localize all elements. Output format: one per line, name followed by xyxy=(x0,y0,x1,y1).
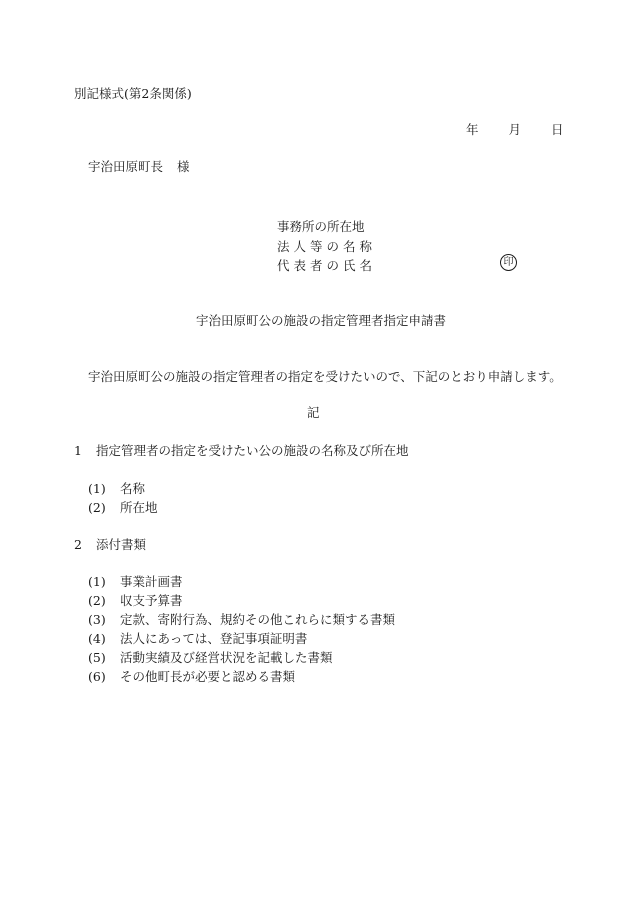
representative-name-label: 代表者の氏名 xyxy=(277,258,377,273)
section-2-list xyxy=(88,572,395,686)
item-text: 法人にあっては、登記事項証明書 xyxy=(120,631,308,646)
item-number: (1) xyxy=(88,481,106,496)
list-item xyxy=(88,648,395,667)
ki-heading: 記 xyxy=(307,405,320,420)
addressee-name: 宇治田原町長 xyxy=(88,159,164,174)
item-text: 収支予算書 xyxy=(120,593,183,608)
item-text: 名称 xyxy=(120,481,146,496)
section-1-heading xyxy=(74,443,409,459)
section-2-number: 2 xyxy=(74,537,82,552)
section-2-heading xyxy=(74,537,146,553)
form-label: 別記様式(第2条関係) xyxy=(74,86,192,101)
corporation-name-label: 法人等の名称 xyxy=(277,238,377,254)
item-number: (3) xyxy=(88,612,106,627)
date-line xyxy=(466,122,564,138)
application-statement: 宇治田原町公の施設の指定管理者の指定を受けたいので、下記のとおり申請します。 xyxy=(88,369,562,384)
item-text: 所在地 xyxy=(120,500,158,515)
list-item xyxy=(88,572,395,591)
section-1-title: 指定管理者の指定を受けたい公の施設の名称及び所在地 xyxy=(96,443,409,458)
section-2-title: 添付書類 xyxy=(96,537,147,552)
list-item xyxy=(88,610,395,629)
list-item xyxy=(88,498,158,517)
section-1-number: 1 xyxy=(74,443,82,458)
addressee xyxy=(88,159,190,175)
item-number: (5) xyxy=(88,650,106,665)
date-year: 年 xyxy=(466,122,479,137)
item-text: 活動実績及び経営状況を記載した書類 xyxy=(120,650,333,665)
office-location-label: 事務所の所在地 xyxy=(277,219,365,234)
item-text: その他町長が必要と認める書類 xyxy=(120,669,296,684)
applicant-block xyxy=(277,217,376,276)
list-item xyxy=(88,667,395,686)
item-number: (1) xyxy=(88,574,106,589)
list-item xyxy=(88,591,395,610)
section-1-list xyxy=(88,479,158,517)
list-item xyxy=(88,629,395,648)
document-title: 宇治田原町公の施設の指定管理者指定申請書 xyxy=(196,313,447,328)
item-number: (2) xyxy=(88,500,106,515)
date-day: 日 xyxy=(551,122,564,137)
item-number: (2) xyxy=(88,593,106,608)
addressee-honorific: 様 xyxy=(177,159,190,174)
list-item xyxy=(88,479,158,498)
item-text: 定款、寄附行為、規約その他これらに類する書類 xyxy=(120,612,396,627)
item-text: 事業計画書 xyxy=(120,574,183,589)
date-month: 月 xyxy=(508,122,522,137)
item-number: (4) xyxy=(88,631,106,646)
seal-mark: 印 xyxy=(500,254,517,271)
item-number: (6) xyxy=(88,669,106,684)
